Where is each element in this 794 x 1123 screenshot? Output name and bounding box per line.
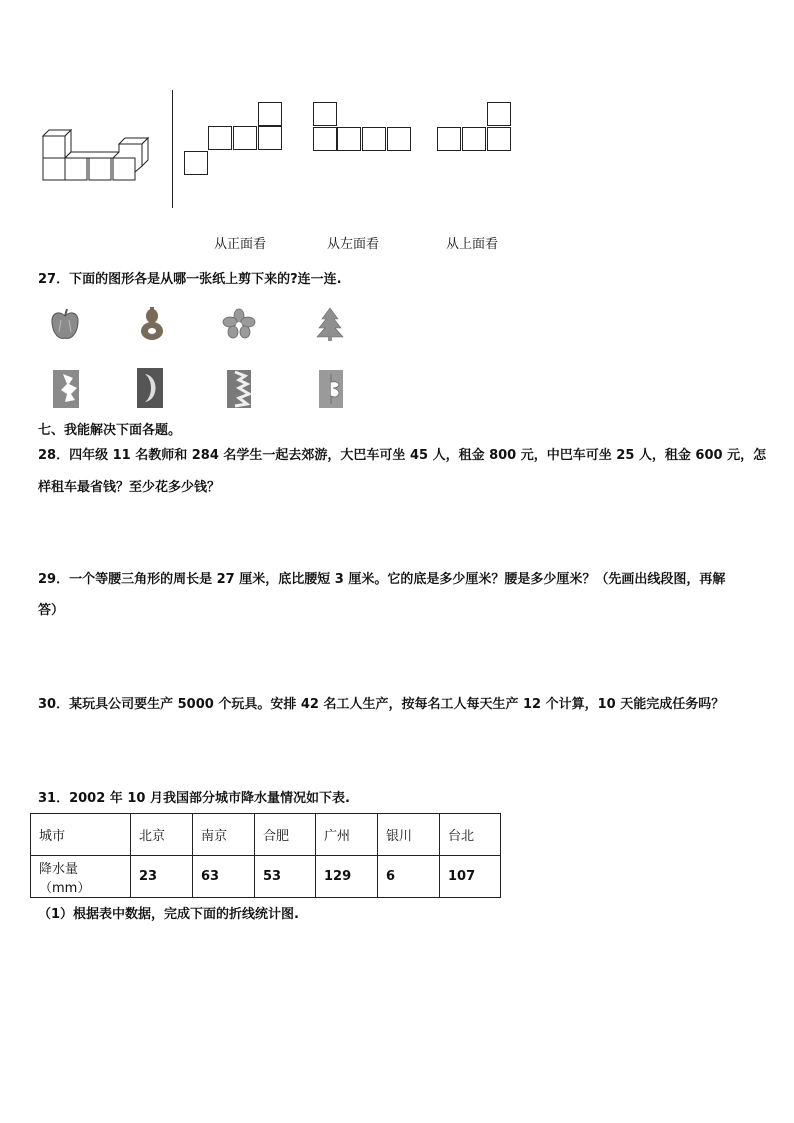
table-cell-city: 北京 (131, 814, 193, 856)
folded-paper-c-icon (225, 368, 253, 410)
label-left-view: 从左面看 (327, 237, 380, 252)
question-29-line2: 答） (38, 603, 65, 618)
table-cell-city: 银川 (378, 814, 440, 856)
table-cell-city: 合肥 (255, 814, 316, 856)
front-view-grid (184, 102, 284, 178)
table-cell-value: 23 (131, 856, 193, 898)
question-29-line1: 29．一个等腰三角形的周长是 27 厘米，底比腰短 3 厘米。它的底是多少厘米？腰是多少厘米？（先画出线段图，再解 (38, 572, 726, 587)
table-cell-city: 南京 (193, 814, 255, 856)
folded-paper-d-icon (317, 368, 347, 410)
label-top-view: 从上面看 (446, 237, 499, 252)
folded-paper-b-icon (135, 366, 165, 410)
folded-paper-a-icon (51, 368, 81, 410)
cube-stack-figure (38, 128, 158, 183)
rainfall-table (30, 813, 501, 898)
label-front-view: 从正面看 (214, 237, 267, 252)
table-row-city (31, 814, 501, 856)
table-cell-value: 6 (378, 856, 440, 898)
table-row-rainfall (31, 856, 501, 898)
question-28-line2: 样租车最省钱？至少花多少钱？ (38, 480, 221, 495)
gourd-cutout-icon (138, 306, 166, 342)
question-31: 31．2002 年 10 月我国部分城市降水量情况如下表. (38, 791, 350, 806)
table-cell-value: 63 (193, 856, 255, 898)
left-view-grid (313, 102, 413, 154)
table-cell-value: 129 (316, 856, 378, 898)
section-heading: 七、我能解决下面各题。 (38, 423, 182, 438)
tree-cutout-icon (316, 306, 344, 342)
question-28-line1: 28．四年级 11 名教师和 284 名学生一起去郊游，大巴车可坐 45 人，租金 800 元，中巴车可坐 25 人，租金 600 元，怎 (38, 448, 767, 463)
top-view-grid (437, 102, 513, 154)
table-cell-city: 台北 (440, 814, 501, 856)
table-cell-value: 107 (440, 856, 501, 898)
question-30: 30．某玩具公司要生产 5000 个玩具。安排 42 名工人生产，按每名工人每天生产 12 个计算，10 天能完成任务吗？ (38, 697, 725, 712)
flower-cutout-icon (222, 308, 256, 340)
table-row-label: 降水量（mm） (31, 856, 131, 898)
question-31-part1: （1）根据表中数据，完成下面的折线统计图. (38, 907, 299, 922)
table-cell-value: 53 (255, 856, 316, 898)
question-27: 27．下面的图形各是从哪一张纸上剪下来的?连一连. (38, 272, 342, 287)
table-header-label: 城市 (31, 814, 131, 856)
table-cell-city: 广州 (316, 814, 378, 856)
apple-cutout-icon (49, 308, 81, 342)
divider-line (172, 90, 173, 208)
